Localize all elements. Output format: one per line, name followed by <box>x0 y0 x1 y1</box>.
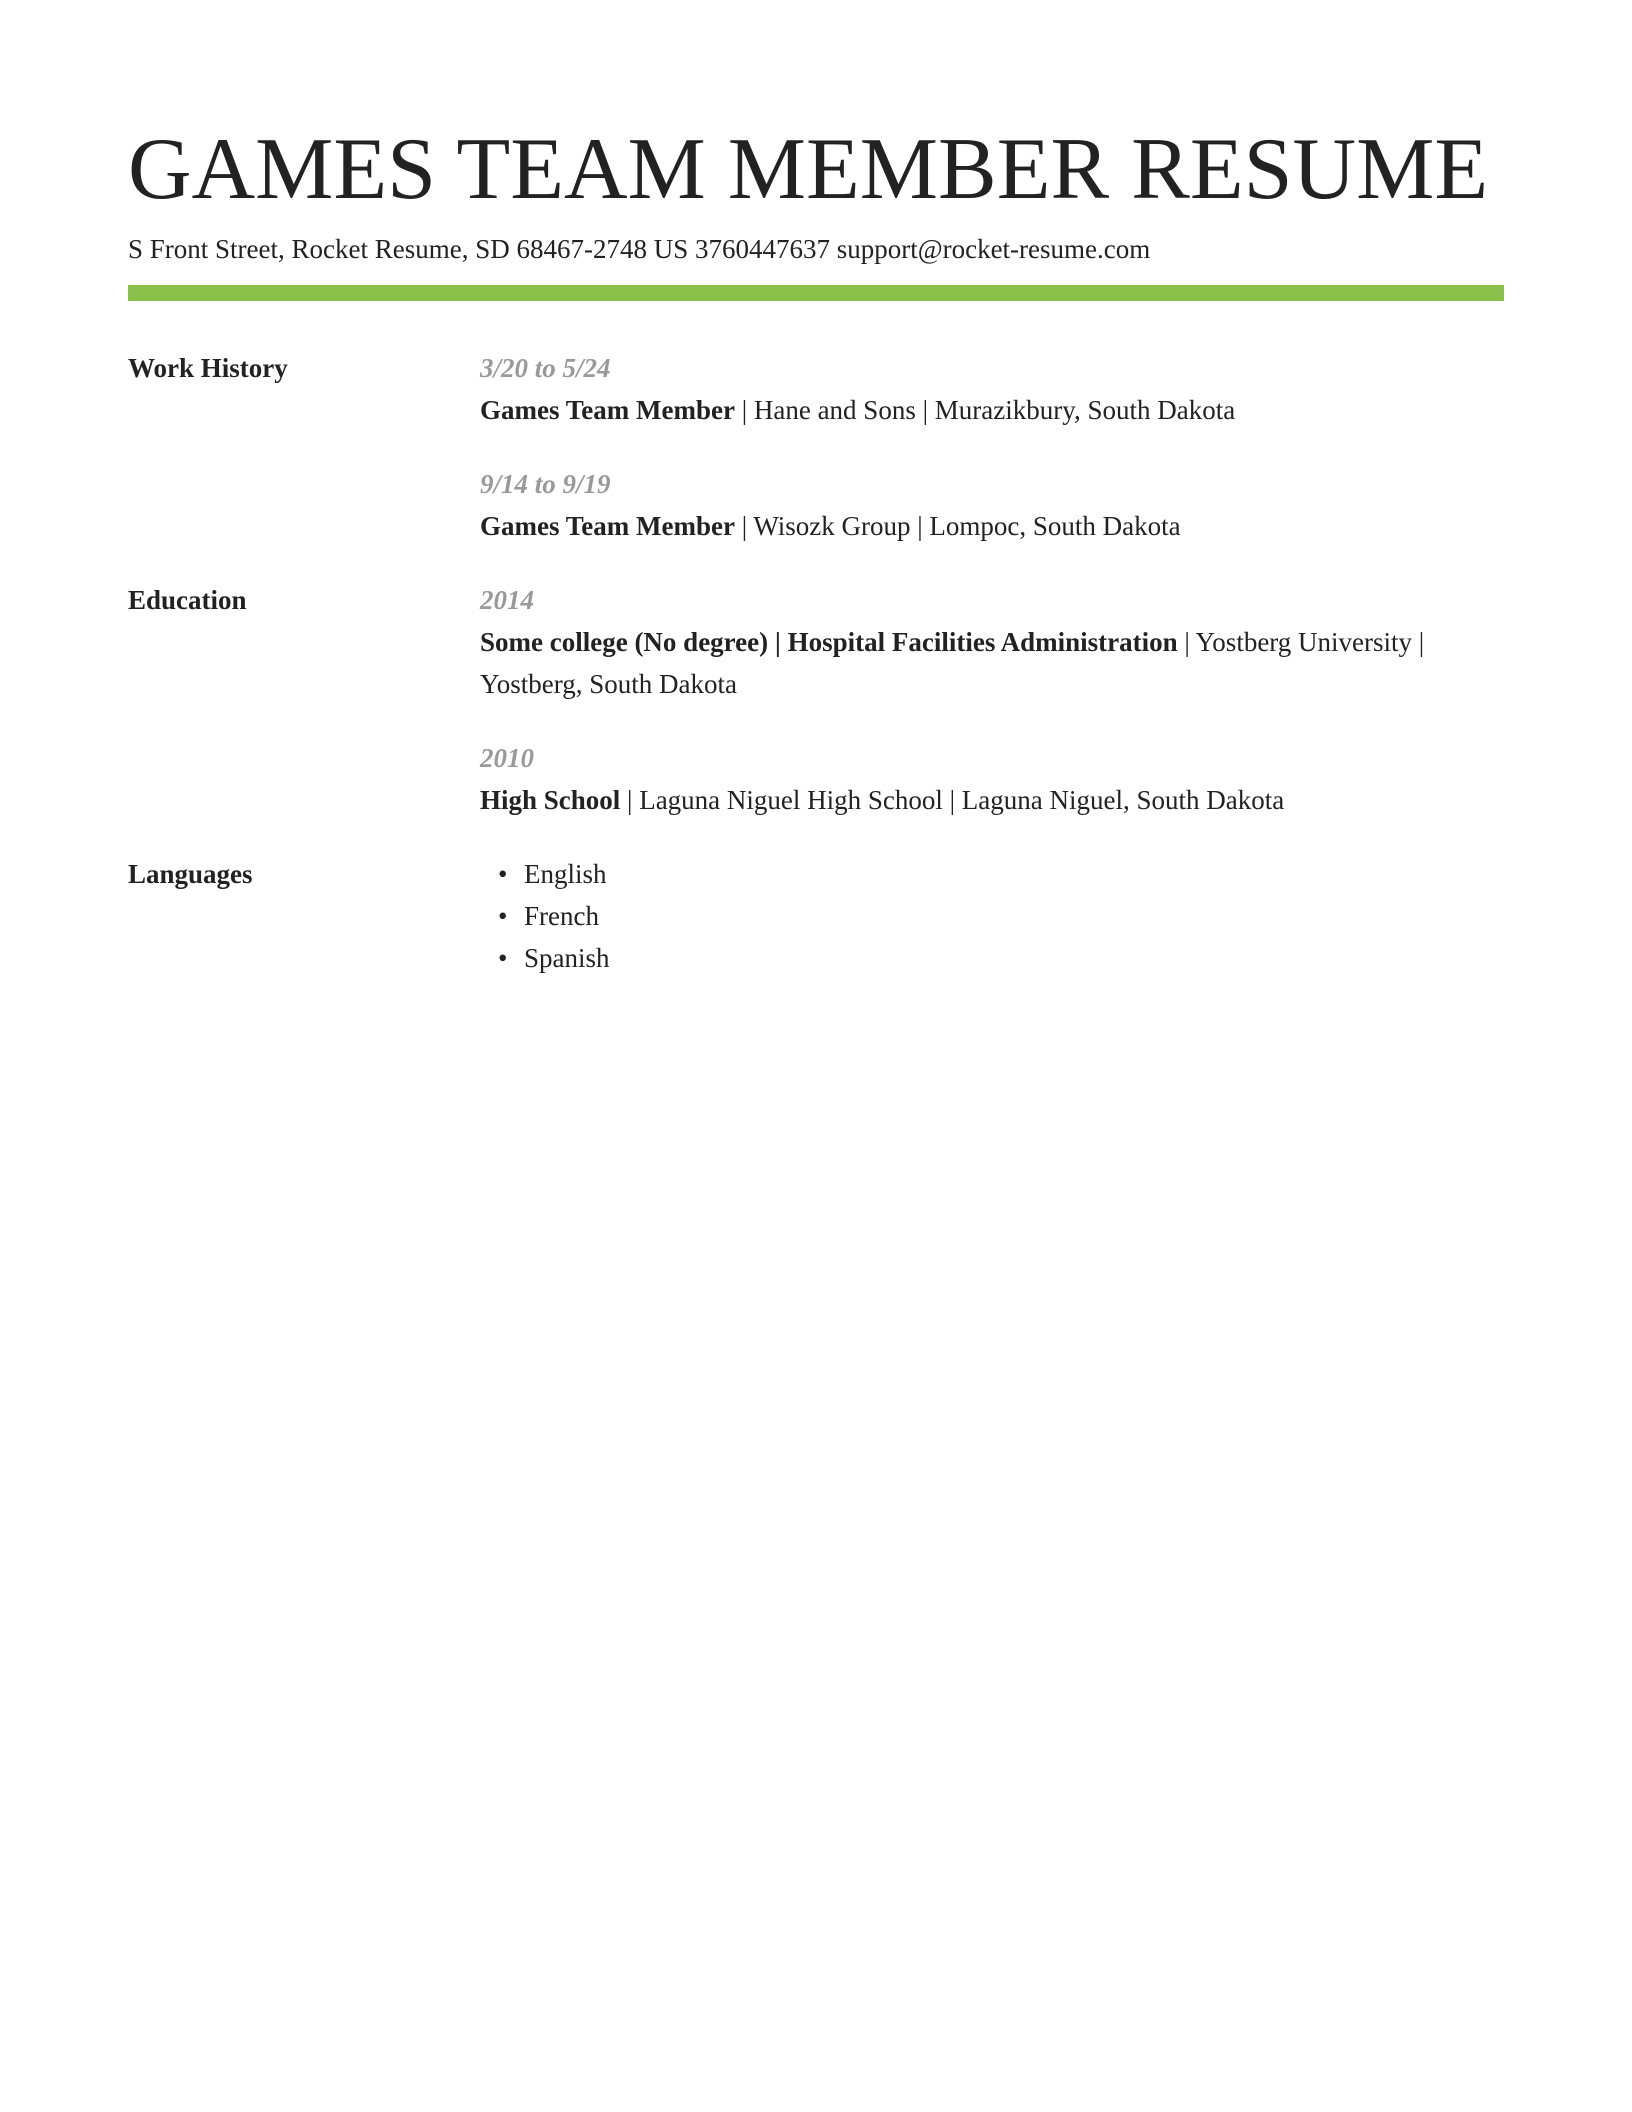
bullet-icon: • <box>498 943 508 973</box>
list-item <box>498 853 1504 895</box>
entry-title: Some college (No degree) | Hospital Facilities Administration <box>480 627 1178 657</box>
education-entries <box>480 579 1504 853</box>
bullet-icon: • <box>498 901 508 931</box>
list-item <box>498 937 1504 979</box>
entry-title: Games Team Member <box>480 511 735 541</box>
section-label-work-history: Work History <box>128 353 288 383</box>
resume-page <box>128 120 1504 979</box>
languages-list <box>480 853 1504 979</box>
section-label-languages: Languages <box>128 859 253 889</box>
work-entry <box>480 347 1504 431</box>
education-entry <box>480 579 1504 705</box>
entry-line <box>480 621 1504 705</box>
resume-title: GAMES TEAM MEMBER RESUME <box>128 121 1489 218</box>
entry-date: 2010 <box>480 743 534 773</box>
bullet-icon: • <box>498 859 508 889</box>
entry-details: | Wisozk Group | Lompoc, South Dakota <box>734 511 1181 541</box>
list-item <box>498 895 1504 937</box>
accent-divider <box>128 285 1504 301</box>
education-section <box>128 579 1504 853</box>
entry-line <box>480 505 1504 547</box>
entry-details: | Yostberg University | Yostberg, South Dakota <box>480 627 1425 699</box>
entry-details: | Laguna Niguel High School | Laguna Niguel, South Dakota <box>620 785 1285 815</box>
work-history-entries <box>480 347 1504 579</box>
contact-line: S Front Street, Rocket Resume, SD 68467-2748 US 3760447637 support@rocket-resume.com <box>128 234 1151 264</box>
entry-date: 9/14 to 9/19 <box>480 469 611 499</box>
language-label: English <box>524 859 607 889</box>
languages-list-wrapper <box>480 853 1504 979</box>
work-entry <box>480 463 1504 547</box>
language-label: Spanish <box>524 943 610 973</box>
languages-section <box>128 853 1504 979</box>
entry-title: Games Team Member <box>480 395 735 425</box>
entry-title: High School <box>480 785 621 815</box>
education-entry <box>480 737 1504 821</box>
entry-details: | Hane and Sons | Murazikbury, South Dakota <box>734 395 1236 425</box>
entry-date: 3/20 to 5/24 <box>480 353 611 383</box>
entry-line <box>480 389 1504 431</box>
entry-date: 2014 <box>480 585 534 615</box>
work-history-section <box>128 347 1504 579</box>
entry-line <box>480 779 1504 821</box>
language-label: French <box>524 901 599 931</box>
section-label-education: Education <box>128 585 247 615</box>
